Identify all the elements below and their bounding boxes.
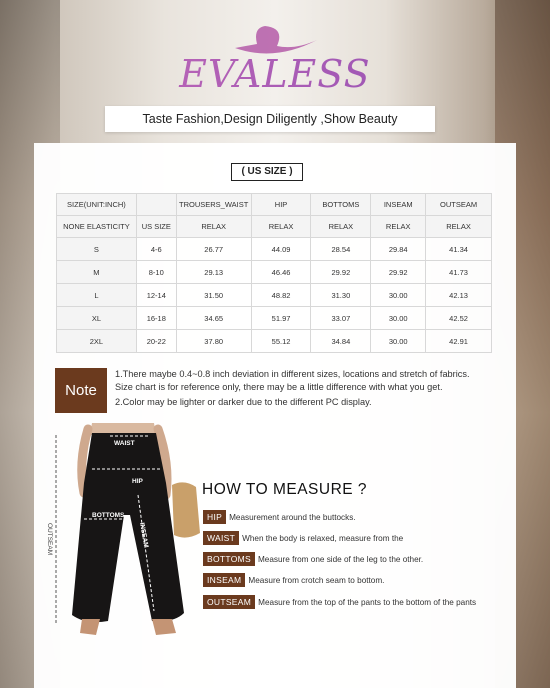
table-cell: 34.65 [176, 307, 251, 330]
bottoms-label: BOTTOMS [92, 512, 125, 519]
table-cell: 41.73 [426, 261, 492, 284]
hip-label: HIP [132, 478, 143, 485]
table-cell: 42.91 [426, 330, 492, 353]
measure-item-inseam [203, 573, 384, 587]
note-line: 1.There maybe 0.4~0.8 inch deviation in different sizes, locations and stretch of fabrics. [115, 369, 470, 379]
header-cell: RELAX [251, 216, 311, 238]
table-cell: 8-10 [136, 261, 176, 284]
table-cell: 30.00 [371, 284, 426, 307]
table-cell: 29.84 [371, 238, 426, 261]
measure-item-hip [203, 510, 356, 524]
header-cell [136, 194, 176, 216]
inseam-label: INSEAM [138, 522, 150, 549]
header-cell: HIP [251, 194, 311, 216]
header-cell: RELAX [176, 216, 251, 238]
pants-model-diagram [34, 423, 204, 688]
table-header-row [57, 194, 492, 216]
header-cell: RELAX [426, 216, 492, 238]
table-cell: 46.46 [251, 261, 311, 284]
table-header-row [57, 216, 492, 238]
header-cell: BOTTOMS [311, 194, 371, 216]
header-cell: RELAX [371, 216, 426, 238]
table-cell: 16-18 [136, 307, 176, 330]
table-cell: 29.92 [311, 261, 371, 284]
table-cell: 4-6 [136, 238, 176, 261]
table-cell: 41.34 [426, 238, 492, 261]
table-cell: 34.84 [311, 330, 371, 353]
table-cell: 51.97 [251, 307, 311, 330]
size-chart-title: ( US SIZE ) [231, 163, 303, 181]
table-cell: 55.12 [251, 330, 311, 353]
brand-name: EVALESS [0, 52, 550, 96]
table-cell: 42.52 [426, 307, 492, 330]
measure-tag: WAIST [203, 531, 239, 545]
measure-text: Measure from one side of the leg to the other. [257, 554, 424, 564]
table-cell: L [57, 284, 137, 307]
table-cell: 29.92 [371, 261, 426, 284]
table-row [57, 330, 492, 353]
measure-tag: INSEAM [203, 573, 245, 587]
table-cell: M [57, 261, 137, 284]
outseam-label: OUTSEAM [46, 523, 53, 556]
measure-text: When the body is relaxed, measure from the [242, 533, 404, 543]
right-foot [152, 619, 176, 635]
table-cell: 33.07 [311, 307, 371, 330]
table-row [57, 307, 492, 330]
measure-item-bottoms [203, 552, 423, 566]
table-cell: 42.13 [426, 284, 492, 307]
table-cell: 37.80 [176, 330, 251, 353]
measure-text: Measure from the top of the pants to the bottom of the pants [258, 597, 477, 607]
table-cell: 20-22 [136, 330, 176, 353]
measure-tag: BOTTOMS [203, 552, 255, 566]
measure-item-waist [203, 531, 403, 545]
header-cell: NONE ELASTICITY [57, 216, 137, 238]
header-cell: SIZE(UNIT:INCH) [57, 194, 137, 216]
table-cell: S [57, 238, 137, 261]
table-cell: 30.00 [371, 330, 426, 353]
table-cell: 48.82 [251, 284, 311, 307]
measure-text: Measurement around the buttocks. [229, 512, 356, 522]
header-cell: OUTSEAM [426, 194, 492, 216]
table-row [57, 284, 492, 307]
header-cell: RELAX [311, 216, 371, 238]
table-cell: 44.09 [251, 238, 311, 261]
measure-text: Measure from crotch seam to bottom. [248, 575, 385, 585]
left-foot [80, 619, 100, 635]
note-label: Note [55, 368, 107, 413]
brand-tagline: Taste Fashion,Design Diligently ,Show Beauty [105, 106, 435, 132]
measure-tag: OUTSEAM [203, 595, 255, 609]
table-cell: 31.50 [176, 284, 251, 307]
table-cell: 26.77 [176, 238, 251, 261]
measure-item-outseam [203, 595, 476, 609]
how-to-measure-title: HOW TO MEASURE ? [202, 481, 368, 498]
waist-label: WAIST [114, 440, 135, 447]
header-cell: INSEAM [371, 194, 426, 216]
table-cell: 30.00 [371, 307, 426, 330]
size-chart-table [56, 193, 492, 353]
table-cell: 12-14 [136, 284, 176, 307]
table-cell: 31.30 [311, 284, 371, 307]
straw-bag [172, 482, 200, 537]
measure-tag: HIP [203, 510, 226, 524]
table-row [57, 238, 492, 261]
note-line: Size chart is for reference only, there may be a little difference with what you get. [115, 382, 443, 392]
note-line: 2.Color may be lighter or darker due to the different PC display. [115, 397, 372, 407]
header-cell: US SIZE [136, 216, 176, 238]
table-cell: XL [57, 307, 137, 330]
note-text [115, 368, 510, 409]
table-row [57, 261, 492, 284]
table-cell: 28.54 [311, 238, 371, 261]
table-cell: 2XL [57, 330, 137, 353]
brand-logo [0, 20, 550, 95]
header-cell: TROUSERS_WAIST [176, 194, 251, 216]
table-cell: 29.13 [176, 261, 251, 284]
